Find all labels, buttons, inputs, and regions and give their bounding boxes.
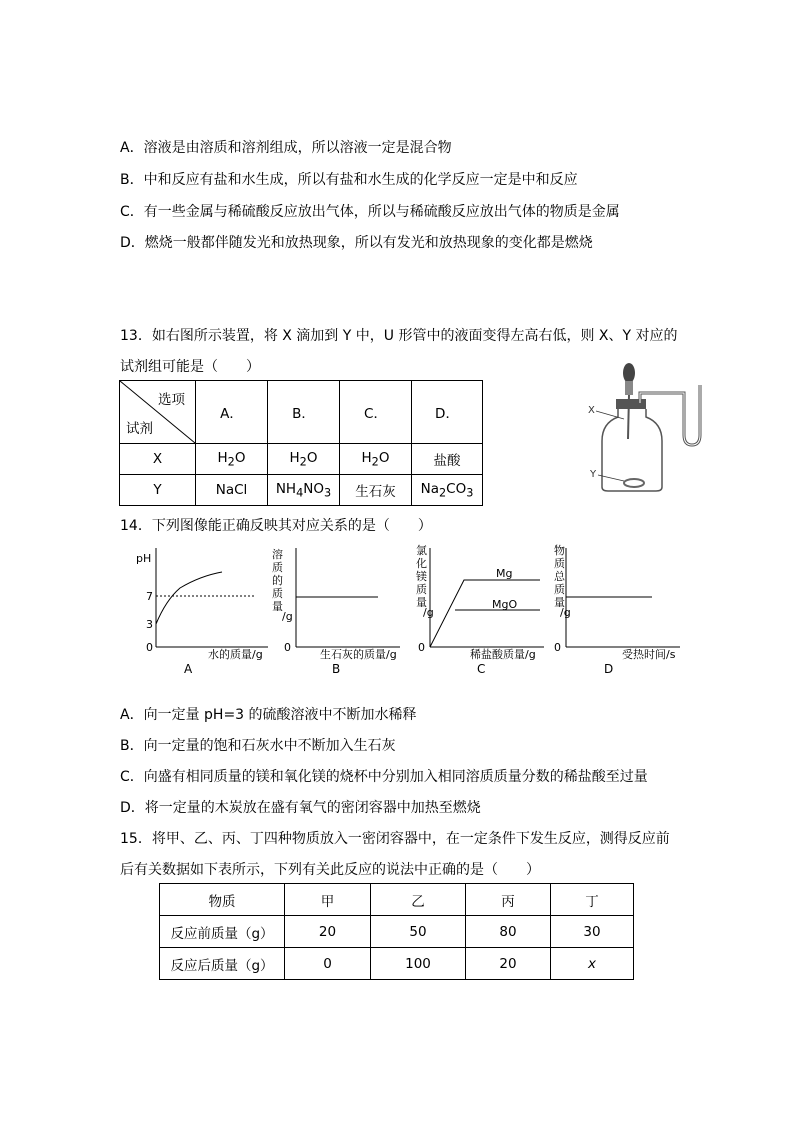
q15-stem-line1: 15．将甲、乙、丙、丁四种物质放入一密闭容器中，在一定条件下发生反应，测得反应前 <box>120 831 670 847</box>
u-tube <box>640 385 700 445</box>
table-row <box>160 916 634 948</box>
q13-stem-line1: 13．如右图所示装置，将 X 滴加到 Y 中，U 形管中的液面变得左高右低，则 X、Y 对应的 <box>120 328 678 344</box>
after-ding: x <box>551 948 634 980</box>
diagonal-header-cell <box>120 381 196 444</box>
header-bing: 丙 <box>466 884 551 916</box>
graph-c-xlabel: 稀盐酸质量/g <box>470 648 536 661</box>
row-label-y: Y <box>120 475 196 506</box>
header-substance: 物质 <box>160 884 285 916</box>
dropper-bulb <box>623 363 635 383</box>
graph-b-origin: 0 <box>284 641 291 654</box>
after-bing: 20 <box>466 948 551 980</box>
row-label-after: 反应后质量（g） <box>160 948 285 980</box>
q12-option-d: D．燃烧一般都伴随发光和放热现象，所以有发光和放热现象的变化都是燃烧 <box>120 235 593 251</box>
graph-c-letter: C <box>477 662 486 676</box>
graph-c-series2: MgO <box>492 598 518 611</box>
graph-a <box>136 548 268 676</box>
header-d: D． <box>412 381 483 444</box>
before-jia: 20 <box>285 916 371 948</box>
q15-mass-table <box>159 883 634 980</box>
graph-d-ylabel: 物质总质量 <box>554 544 565 609</box>
dropper-stem <box>625 381 633 395</box>
q14-option-b: B．向一定量的饱和石灰水中不断加入生石灰 <box>120 738 396 754</box>
graph-d-xlabel: 受热时间/s <box>622 648 676 661</box>
graph-b-letter: B <box>332 662 341 676</box>
q14-option-d: D．将一定量的木炭放在盛有氧气的密闭容器中加热至燃烧 <box>120 800 481 816</box>
graph-d-letter: D <box>604 662 614 676</box>
graph-b-ylabel: 溶质的质量 <box>272 548 283 613</box>
graph-a-ylabel: pH <box>136 552 152 565</box>
graph-c-origin: 0 <box>418 641 425 654</box>
after-yi: 100 <box>371 948 466 980</box>
x-cell-b: $H_2O$ <box>268 444 340 475</box>
graph-a-origin: 0 <box>146 641 153 654</box>
q12-option-c: C．有一些金属与稀硫酸反应放出气体，所以与稀硫酸反应放出气体的物质是金属 <box>120 204 620 220</box>
graph-b-xlabel: 生石灰的质量/g <box>320 648 397 661</box>
graph-c-unit: /g <box>423 606 434 619</box>
graph-a-letter: A <box>184 662 193 676</box>
q14-stem: 14．下列图像能正确反映其对应关系的是（ ） <box>120 518 432 534</box>
x-cell-a: $H_2O$ <box>196 444 268 475</box>
q12-option-b: B．中和反应有盐和水生成，所以有盐和水生成的化学反应一定是中和反应 <box>120 172 578 188</box>
solid-y <box>624 479 644 487</box>
table-row <box>160 948 634 980</box>
corner-label-reagent: 试剂 <box>126 421 153 437</box>
graph-d-origin: 0 <box>554 641 561 654</box>
header-jia: 甲 <box>285 884 371 916</box>
x-cell-c: $H_2O$ <box>340 444 412 475</box>
table-row <box>120 381 483 444</box>
y-cell-b: $NH_4NO_3$ <box>268 475 340 506</box>
header-a: A． <box>196 381 268 444</box>
q14-option-c: C．向盛有相同质量的镁和氧化镁的烧杯中分别加入相同溶质质量分数的稀盐酸至过量 <box>120 769 648 785</box>
y-cell-c: 生石灰 <box>340 475 412 506</box>
q15-stem-line2: 后有关数据如下表所示，下列有关此反应的说法中正确的是（ ） <box>120 862 540 878</box>
table-row <box>120 444 483 475</box>
y-cell-a: NaCl <box>196 475 268 506</box>
graph-d <box>554 543 680 676</box>
graph-c-ylabel: 氯化镁质量 <box>416 544 427 609</box>
label-y: Y <box>590 469 597 480</box>
row-label-before: 反应前质量（g） <box>160 916 285 948</box>
graph-c-series-mg <box>430 580 540 647</box>
graph-a-xlabel: 水的质量/g <box>208 648 263 661</box>
corner-label-options: 选项 <box>158 392 185 408</box>
graph-a-tick-3: 3 <box>146 618 153 631</box>
graph-c <box>416 543 544 676</box>
q14-option-a: A．向一定量 pH=3 的硫酸溶液中不断加水稀释 <box>120 707 417 723</box>
apparatus-figure <box>580 355 720 495</box>
graph-a-tick-7: 7 <box>146 590 153 603</box>
header-b: B． <box>268 381 340 444</box>
before-yi: 50 <box>371 916 466 948</box>
q14-graphs <box>136 540 700 680</box>
after-jia: 0 <box>285 948 371 980</box>
graph-b <box>272 547 400 676</box>
y-cell-d: $Na_2CO_3$ <box>412 475 483 506</box>
graph-d-unit: /g <box>560 606 571 619</box>
header-yi: 乙 <box>371 884 466 916</box>
before-ding: 30 <box>551 916 634 948</box>
graph-a-curve <box>156 572 222 624</box>
table-row <box>120 475 483 506</box>
graph-c-series1: Mg <box>496 567 513 580</box>
row-label-x: X <box>120 444 196 475</box>
header-c: C． <box>340 381 412 444</box>
q13-stem-line2: 试剂组可能是（ ） <box>120 359 260 375</box>
q13-reagent-table <box>119 380 483 506</box>
header-ding: 丁 <box>551 884 634 916</box>
x-cell-d: 盐酸 <box>412 444 483 475</box>
table-row <box>160 884 634 916</box>
graph-b-unit: /g <box>282 610 293 623</box>
label-x: X <box>588 405 595 416</box>
before-bing: 80 <box>466 916 551 948</box>
q12-option-a: A．溶液是由溶质和溶剂组成，所以溶液一定是混合物 <box>120 140 452 156</box>
